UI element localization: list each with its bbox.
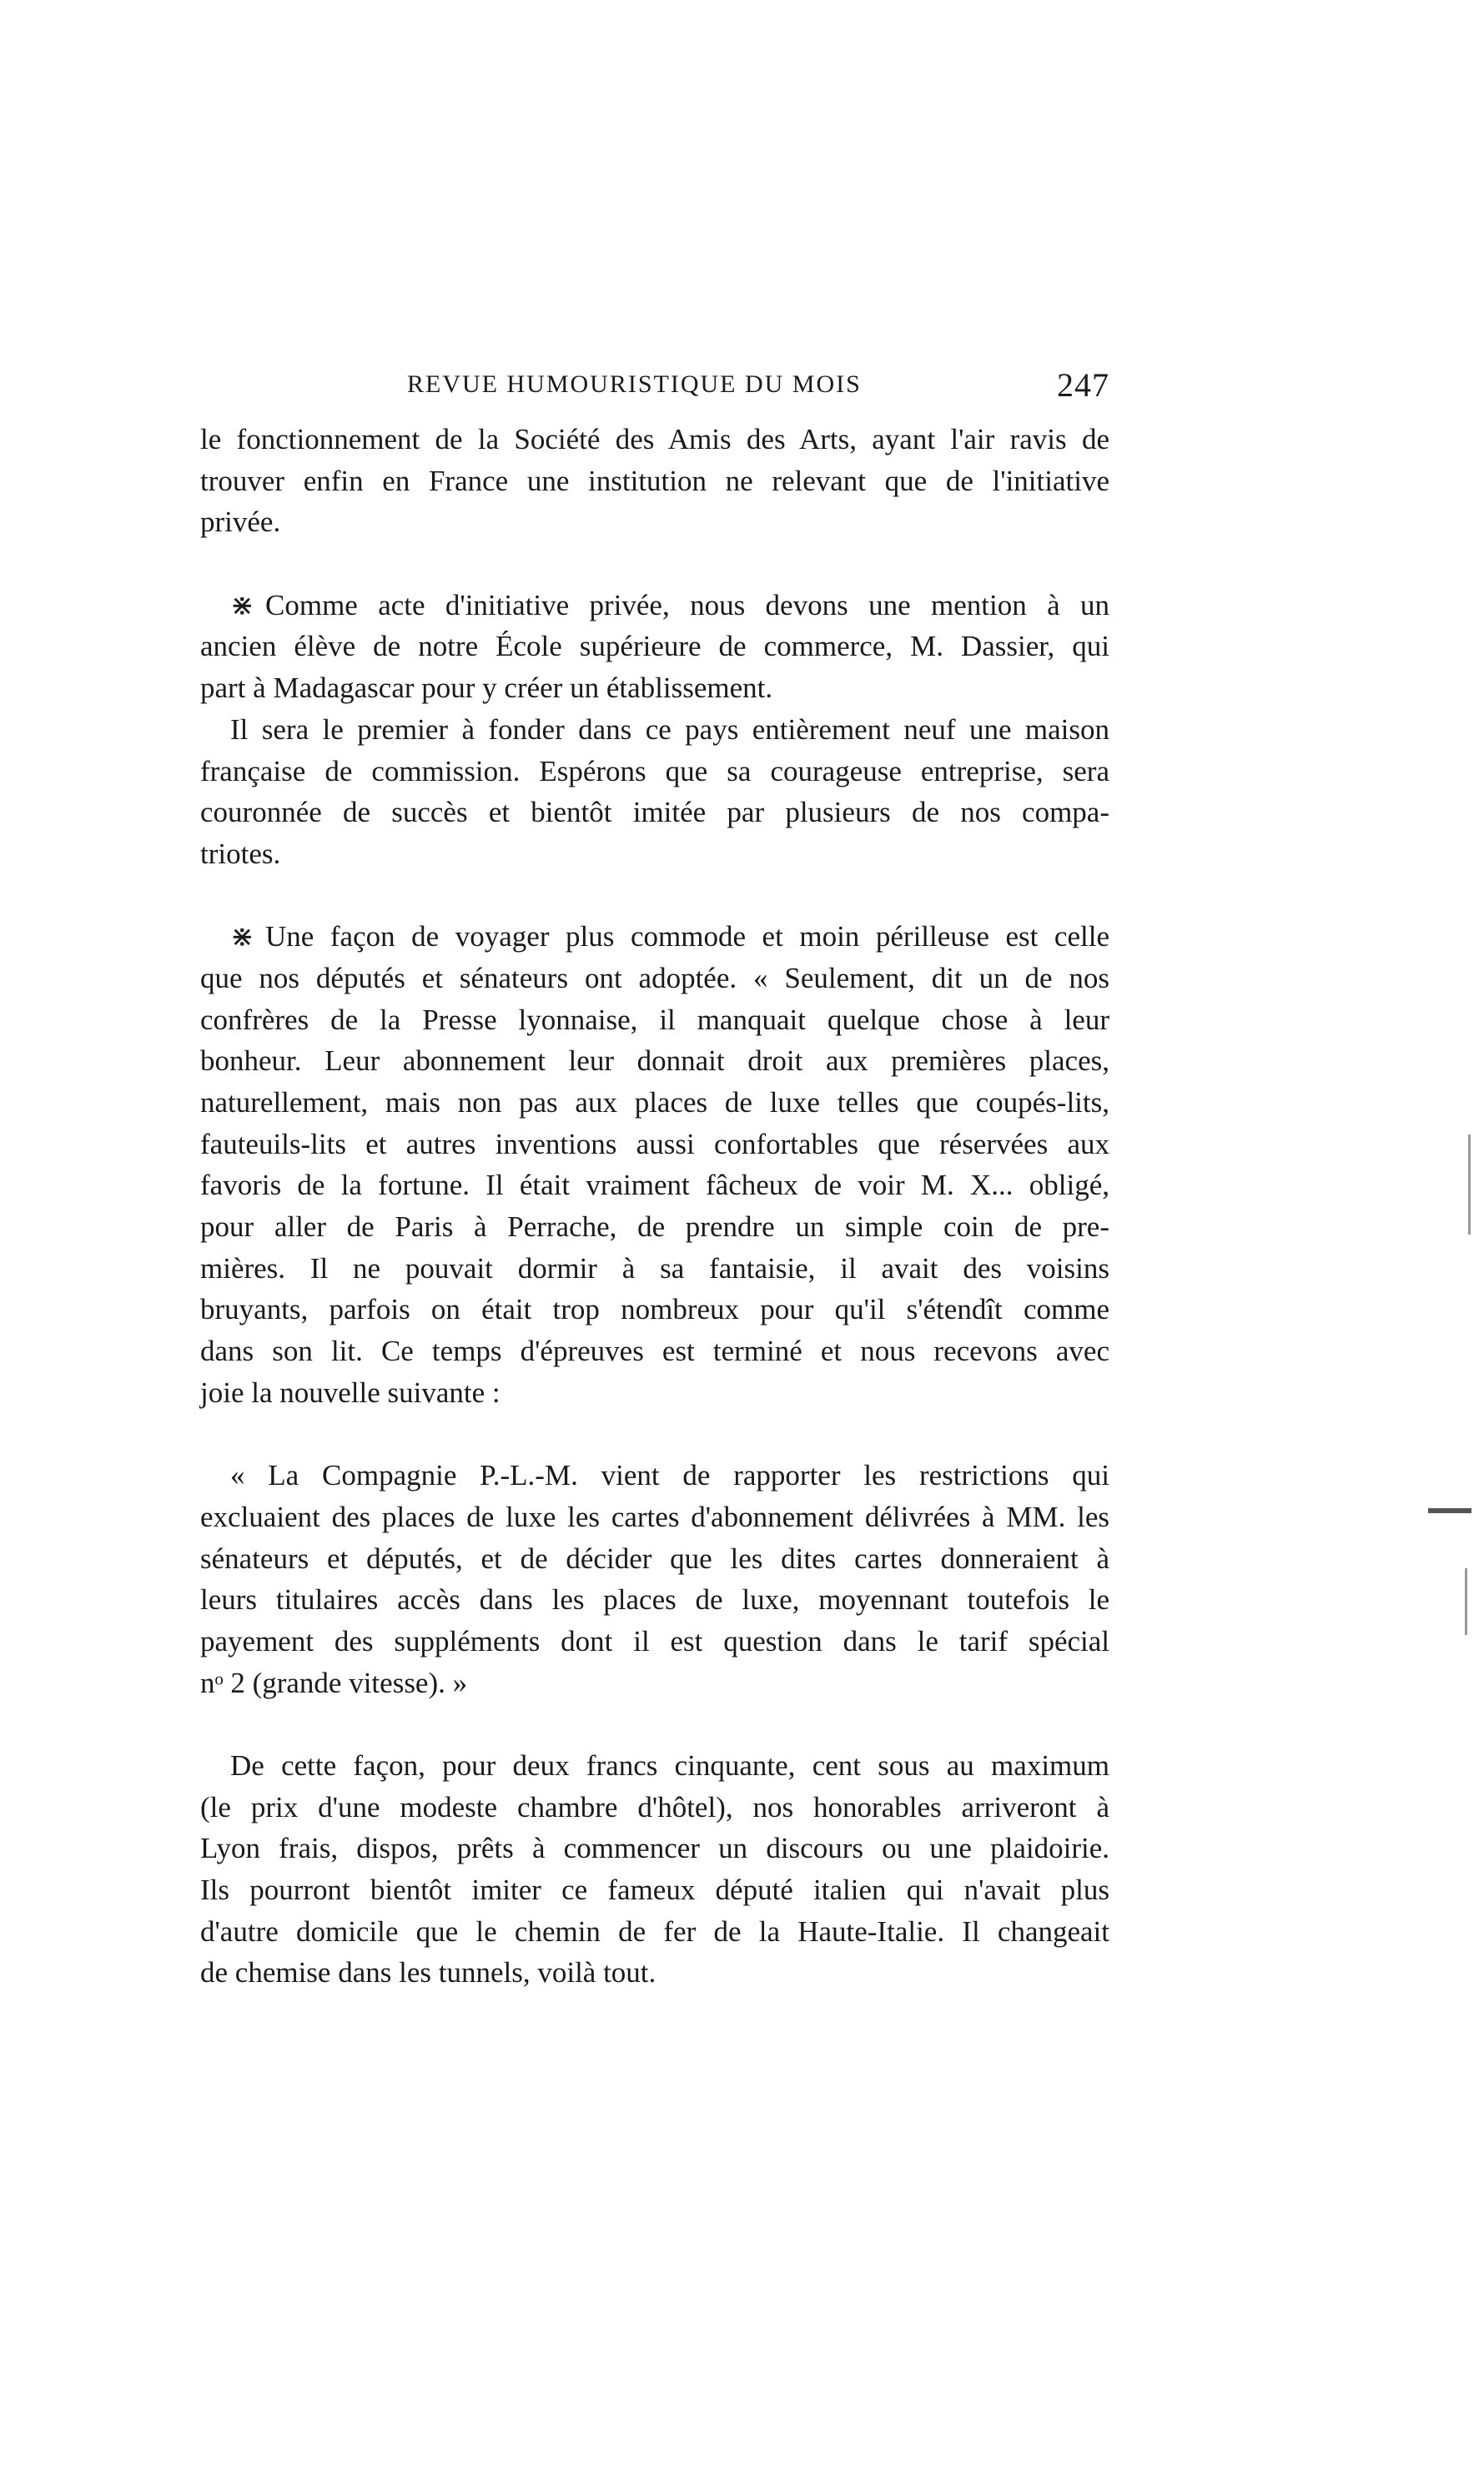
page-header	[200, 365, 1109, 407]
text-line: ⋇ Une façon de voyager plus commode et moin périlleuse est celle	[230, 920, 1109, 953]
scan-artifact	[1468, 1134, 1471, 1235]
text-line: dans son lit. Ce temps d'épreuves est terminé et nous recevons avec	[200, 1335, 1109, 1368]
text-line: part à Madagascar pour y créer un établissement.	[200, 672, 773, 705]
text-line: privée.	[200, 506, 281, 539]
text-line: naturellement, mais non pas aux places de luxe telles que coupés-lits,	[200, 1086, 1109, 1119]
text-line: mières. Il ne pouvait dormir à sa fantaisie, il avait des voisins	[200, 1251, 1109, 1285]
text-line: le fonctionnement de la Société des Amis des Arts, ayant l'air ravis de	[200, 423, 1109, 455]
text-line: bruyants, parfois on était trop nombreux pour qu'il s'étendît comme	[200, 1293, 1109, 1326]
text-line: « La Compagnie P.-L.-M. vient de rapporter les restrictions qui	[230, 1459, 1109, 1492]
text-line: Il sera le premier à fonder dans ce pays entièrement neuf une maison	[230, 712, 1109, 746]
text-line: ancien élève de notre École supérieure de commerce, M. Dassier, qui	[200, 630, 1109, 663]
text-line: confrères de la Presse lyonnaise, il manquait quelque chose à leur	[200, 1003, 1109, 1036]
text-line: favoris de la fortune. Il était vraiment fâcheux de voir M. X... obligé,	[200, 1169, 1109, 1202]
text-line: ⋇ Comme acte d'initiative privée, nous devons une mention à un	[230, 588, 1109, 621]
text-line: couronnée de succès et bientôt imitée par plusieurs de nos compa-	[200, 796, 1109, 829]
scan-artifact	[1428, 1508, 1471, 1513]
body-text	[200, 419, 1109, 1994]
text-line: Lyon frais, dispos, prêts à commencer un discours ou une plaidoirie.	[200, 1832, 1109, 1865]
text-line: française de commission. Espérons que sa courageuse entreprise, sera	[200, 754, 1109, 787]
text-line: fauteuils-lits et autres inventions aussi confortables que réservées aux	[200, 1127, 1109, 1160]
text-line: (le prix d'une modeste chambre d'hôtel), nos honorables arriveront à	[200, 1790, 1109, 1824]
text-line: Ils pourront bientôt imiter ce fameux député italien qui n'avait plus	[200, 1874, 1109, 1907]
text-line: triotes.	[200, 837, 281, 870]
text-line: nᵒ 2 (grande vitesse). »	[200, 1666, 468, 1699]
text-line: joie la nouvelle suivante :	[200, 1376, 501, 1409]
asterism-icon: ⋇	[230, 922, 254, 953]
text-line: leurs titulaires accès dans les places de luxe, moyennant toutefois le	[200, 1583, 1109, 1617]
text-line: payement des suppléments dont il est question dans le tarif spécial	[200, 1624, 1109, 1658]
text-line: de chemise dans les tunnels, voilà tout.	[200, 1956, 656, 1990]
text-line: sénateurs et députés, et de décider que les dites cartes donneraient à	[200, 1542, 1109, 1575]
text-line: que nos députés et sénateurs ont adoptée. « Seulement, dit un de nos	[200, 961, 1109, 994]
running-title: REVUE HUMOURISTIQUE DU MOIS	[407, 370, 862, 398]
text-line: De cette façon, pour deux francs cinquante, cent sous au maximum	[230, 1749, 1109, 1782]
page-number: 247	[1057, 366, 1109, 404]
text-line: bonheur. Leur abonnement leur donnait droit aux premières places,	[200, 1044, 1109, 1078]
asterism-icon: ⋇	[230, 590, 254, 621]
text-line: trouver enfin en France une institution ne relevant que de l'initiative	[200, 464, 1109, 497]
text-line: excluaient des places de luxe les cartes d'abonnement délivrées à MM. les	[200, 1500, 1109, 1533]
text-line: d'autre domicile que le chemin de fer de la Haute-Italie. Il changeait	[200, 1914, 1109, 1948]
scan-artifact	[1465, 1568, 1467, 1635]
text-line: pour aller de Paris à Perrache, de prendre un simple coin de pre-	[200, 1210, 1109, 1244]
